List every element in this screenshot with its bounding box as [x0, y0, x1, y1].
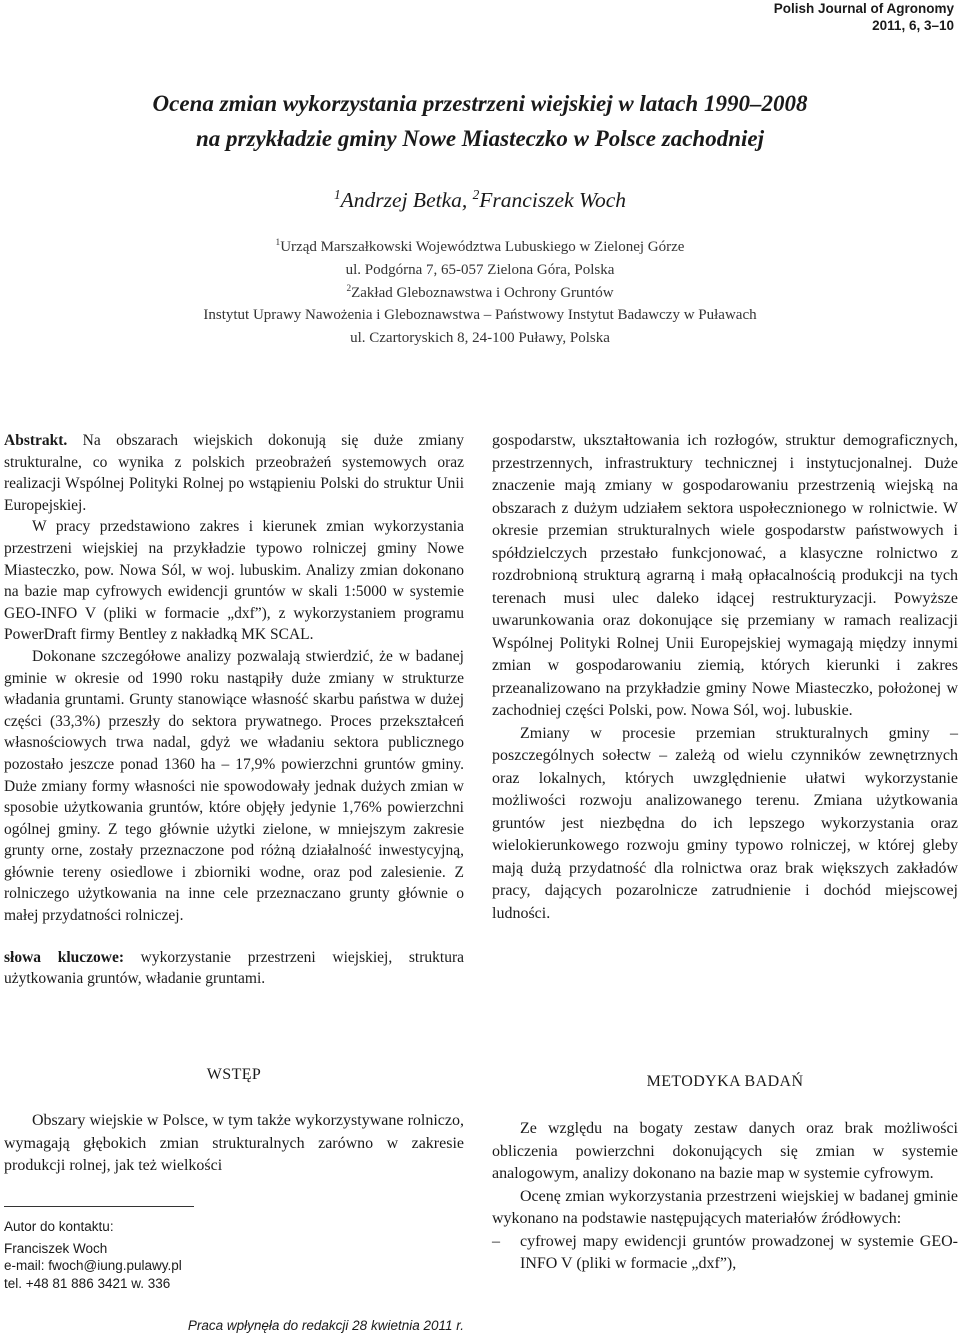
- method-bullet-1: [492, 1231, 958, 1276]
- abstract-paragraph-1: [4, 430, 464, 516]
- right-column-text: [492, 430, 958, 925]
- affiliation-2-line-2: Instytut Uprawy Nawożenia i Gleboznawstwa – Państwowy Instytut Badawczy w Puławach: [203, 307, 757, 324]
- abstract-section: [4, 430, 464, 990]
- affiliation-1-line-2: ul. Podgórna 7, 65-057 Zielona Góra, Polska: [345, 261, 615, 278]
- title-line-2: na przykładzie gminy Nowe Miasteczko w Polsce zachodniej: [196, 126, 764, 151]
- right-paragraph-1: gospodarstw, ukształtowania ich rozłogów, struktur demograficznych, przestrzennych, infrastruktury technicznej i instytucjonalnej. Duże znaczenie mają zmiany w gospodarowaniu przestrzenią wiejską na obszarach z dużym udziałem sektora uspołecznionego w rolnictwie. W okresie przemian strukturalnych wiele gospodarstw państwowych i spółdzielczych przestało funkcjonować, a klasyczne rolnictwo z rozdrobnioną strukturą agrarną i małą opłacalnością produkcji na tych terenach musi ulec daleko idącej restrukturyzacji. Powyższe uwarunkowania oraz dokonujące się przemiany w ramach realizacji Wspólnej Polityki Rolnej Unii Europejskiej wymagają między innymi zmian w gospodarowaniu ziemią, których kierunki i zakres przeanalizowano na przykładzie gminy Nowe Miasteczko, położonej w zachodniej części Polski, pow. Nowa Sól, woj. lubuskie.: [492, 432, 958, 719]
- journal-issue: 2011, 6, 3–10: [872, 18, 954, 33]
- journal-name: Polish Journal of Agronomy: [773, 1, 954, 16]
- abstract-paragraph-3: Dokonane szczegółowe analizy pozwalają stwierdzić, że w badanej gminie w okresie od 1990 roku nastąpiły duże zmiany w strukturze władania gruntami. Grunty stanowiące własność skarbu państwa w dużej części (33,3%) przeszły do sektora prywatnego. Proces przekształceń własnościowych trwa nadal, gdyż we władaniu sektora publicznego pozostało jeszcze ponad 1360 ha – 17,9% powierzchni gruntów gminy. Duże zmiany formy własności nie spowodowały jednak dużych zmian w sposobie użytkowania gruntów, które objęły jedynie 1,76% powierzchni ogólnej gminy. Z tego głównie użytki zielone, w mniejszym zakresie grunty orne, zostały przeznaczone pod różną działalność inwestycyjną, głównie tereny osiedlowe i zbiorniki wodne, oraz pod zalesienie. Z rolniczego użytkowania na inne cele przeznaczano grunty głównie o małej przydatności rolniczej.: [4, 647, 464, 925]
- abstract-label: Abstrakt.: [4, 432, 68, 449]
- intro-section: [4, 1110, 464, 1178]
- footnote-email: e-mail: fwoch@iung.pulawy.pl: [4, 1258, 182, 1273]
- affiliation-2-line-3: ul. Czartoryskich 8, 24-100 Puławy, Polska: [350, 330, 610, 347]
- affiliation-2-line-1: [0, 282, 960, 305]
- footnote-tel: tel. +48 81 886 3421 w. 336: [4, 1275, 171, 1291]
- method-paragraph-1: Ze względu na bogaty zestaw danych oraz brak możliwości obliczenia powierzchni dokonujących się zmian w systemie analogowym, analizy dokonano na bazie map w systemie cyfrowym.: [492, 1120, 958, 1182]
- author-list: $^1$Andrzej Betka, $^2$Franciszek Woch: [334, 186, 626, 212]
- method-section: [492, 1118, 958, 1276]
- footnote-label: Autor do kontaktu:: [4, 1219, 114, 1234]
- keywords: [4, 947, 464, 990]
- title-line-1: Ocena zmian wykorzystania przestrzeni wiejskiej w latach 1990–2008: [152, 91, 808, 116]
- method-paragraph-2: Ocenę zmian wykorzystania przestrzeni wiejskiej w badanej gminie wykonano na podstawie następujących materiałów źródłowych:: [492, 1187, 958, 1227]
- footnote-rule: [4, 1206, 194, 1207]
- affiliation-1-line-1: [0, 236, 960, 259]
- abstract-paragraph-2: W pracy przedstawiono zakres i kierunek zmian wykorzystania przestrzeni wiejskiej na przykładzie typowo rolniczej gminy Nowe Miasteczko, pow. Nowa Sól, w woj. lubuskim. Analizy zmian dokonano na bazie map cyfrowych ewidencji gruntów w skali 1:5000 w systemie GEO-INFO V (pliki w formacie „dxf”), z wykorzystaniem programu PowerDraft firmy Bentley z nakładką MK SCAL.: [4, 518, 464, 644]
- section-heading-wstep: WSTĘP: [206, 1066, 262, 1083]
- journal-header: [774, 0, 954, 34]
- received-date: Praca wpłynęła do redakcji 28 kwietnia 2011 r.: [187, 1318, 464, 1333]
- affiliation-2-name: Zakład Gleboznawstwa i Ochrony Gruntów: [351, 284, 614, 301]
- section-heading-metodyka: METODYKA BADAŃ: [646, 1073, 804, 1090]
- bullet-text: cyfrowej mapy ewidencji gruntów prowadzonej w systemie GEO-INFO V (pliki w formacie „dxf”),: [520, 1232, 958, 1272]
- paper-title: [0, 86, 960, 156]
- corresponding-author-footnote: [4, 1218, 182, 1292]
- right-paragraph-2: Zmiany w procesie przemian strukturalnych gminy – poszczególnych sołectw – zależą od wielu czynników zewnętrznych oraz lokalnych, których uwzględnienie ułatwi wykorzystanie możliwości rozwoju analizowanego terenu. Zmiana użytkowania gruntów jest niezbędna do ich lepszego wykorzystania oraz wielokierunkowego rozwoju gminy typowo rolniczej, w której gleby mają dużą przydatność dla rolnictwa oraz brak większych zakładów pracy, dających pozarolnicze zatrudnienie i dochód miejscowej ludności.: [492, 724, 958, 922]
- footnote-name: Franciszek Woch: [4, 1240, 108, 1256]
- author-1-name: Andrzej Betka: [340, 188, 462, 212]
- affiliations: [0, 236, 960, 350]
- affiliation-1-sup: 1: [275, 238, 281, 248]
- author-1-sup: 1: [334, 186, 341, 202]
- author-2-name: Franciszek Woch: [479, 188, 626, 212]
- intro-paragraph-1: Obszary wiejskie w Polsce, w tym także wykorzystywane rolniczo, wymagają głębokich zmian strukturalnych zarówno w zakresie produkcji rolnej, jak też wielkości: [4, 1112, 464, 1174]
- bullet-dash: –: [492, 1232, 500, 1250]
- affiliation-1-name: Urząd Marszałkowski Województwa Lubuskiego w Zielonej Górze: [280, 239, 685, 255]
- keywords-label: słowa kluczowe:: [4, 948, 124, 966]
- affiliation-2-sup: 2: [346, 283, 352, 294]
- abstract-text-1: Na obszarach wiejskich dokonują się duże zmiany strukturalne, co wynika z polskich przeobrażeń systemowych oraz realizacji Wspólnej Polityki Rolnej po wstąpieniu Polski do struktur Unii Europejskiej.: [4, 432, 464, 514]
- author-2-sup: 2: [472, 186, 480, 202]
- keywords-text: wykorzystanie przestrzeni wiejskiej, struktura użytkowania gruntów, władanie gruntami.: [4, 948, 464, 988]
